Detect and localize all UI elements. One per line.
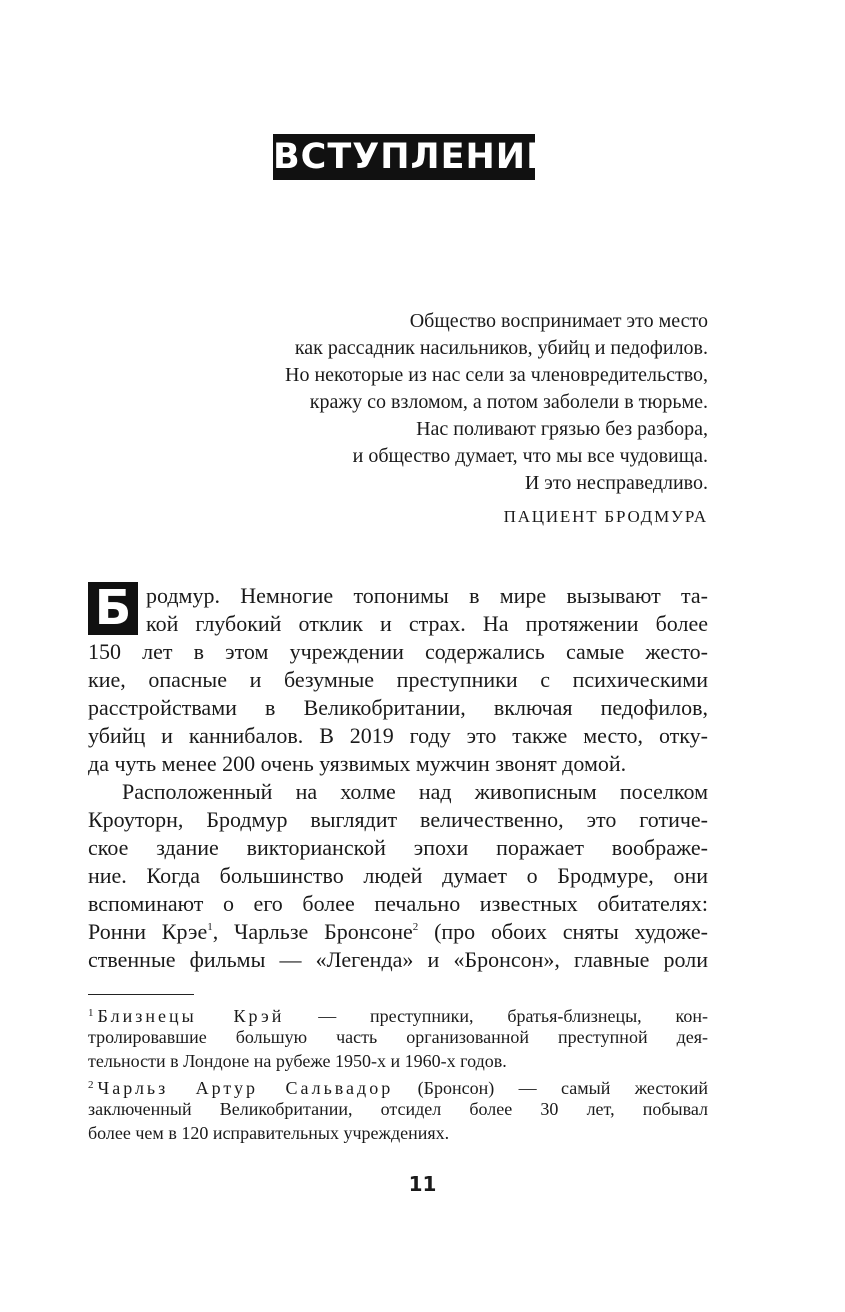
footnote-1-line: тролировавшие большую часть организованной преступной дея- <box>88 1027 708 1047</box>
text-run: — преступники, братья-близнецы, кон- <box>284 1006 708 1026</box>
epigraph-line: Нас поливают грязью без разбора, <box>416 418 708 440</box>
footnote-name: Чарльз Артур Сальвадор <box>97 1078 394 1098</box>
chapter-title: ВСТУПЛЕНИЕ <box>273 134 535 180</box>
paragraph-line: убийц и каннибалов. В 2019 году это также место, отку- <box>88 723 708 748</box>
page-number: 11 <box>408 1172 437 1196</box>
paragraph-line: кой глубокий отклик и страх. На протяжении более <box>146 611 708 636</box>
paragraph-line: Кроуторн, Бродмур выглядит величественно, это готиче- <box>88 807 708 832</box>
footnote-name: Близнецы Крэй <box>97 1006 285 1026</box>
text-run: Ронни Крэе <box>88 919 208 944</box>
footnote-1-line: тельности в Лондоне на рубеже 1950-х и 1960-х годов. <box>88 1051 507 1071</box>
epigraph-line: как рассадник насильников, убийц и педофилов. <box>294 337 708 359</box>
text-run: (про обоих сняты художе- <box>418 919 709 944</box>
footnote-ref-2[interactable]: 2 <box>412 921 419 933</box>
footnote-mark: 1 <box>88 1007 94 1019</box>
footnote-mark: 2 <box>88 1079 94 1091</box>
paragraph-line: да чуть менее 200 очень уязвимых мужчин звонят домой. <box>88 751 627 776</box>
footnote-ref-1[interactable]: 1 <box>207 921 213 933</box>
paragraph-line: ственные фильмы — «Легенда» и «Бронсон», главные роли <box>88 947 708 972</box>
footnote-2-line: заключенный Великобритании, отсидел более 30 лет, побывал <box>88 1099 708 1119</box>
paragraph-line: ние. Когда большинство людей думает о Бродмуре, они <box>88 863 708 888</box>
paragraph-line: 150 лет в этом учреждении содержались самые жесто- <box>88 639 708 664</box>
epigraph-author: ПАЦИЕНТ БРОДМУРА <box>503 507 708 526</box>
paragraph-line: расстройствами в Великобритании, включая педофилов, <box>88 695 708 720</box>
paragraph-line: родмур. Немногие топонимы в мире вызывают та- <box>146 583 708 608</box>
epigraph-line: Но некоторые из нас сели за членовредительство, <box>285 364 708 386</box>
footnote-2-line: более чем в 120 исправительных учреждениях. <box>88 1123 450 1143</box>
text-run: (Бронсон) — самый жестокий <box>393 1078 708 1098</box>
paragraph-line: Расположенный на холме над живописным поселком <box>122 779 708 804</box>
epigraph-line: кражу со взломом, а потом заболели в тюрьме. <box>309 391 708 413</box>
footnote-divider <box>88 994 194 995</box>
paragraph-line <box>88 918 708 946</box>
paragraph-line: кие, опасные и безумные преступники с психическими <box>88 667 708 692</box>
drop-cap: Б <box>88 582 138 635</box>
footnote-1-line <box>88 1001 708 1025</box>
text-run: , Чарльзе Бронсоне <box>212 919 413 944</box>
footnotes <box>88 1001 708 1145</box>
epigraph-line: Общество воспринимает это место <box>409 310 708 332</box>
epigraph-line: И это несправедливо. <box>524 472 708 494</box>
paragraph-line: ское здание викторианской эпохи поражает воображе- <box>88 835 708 860</box>
body-text <box>88 582 708 974</box>
epigraph <box>188 308 708 497</box>
paragraph-line: вспоминают о его более печально известных обитателях: <box>88 891 708 916</box>
epigraph-line: и общество думает, что мы все чудовища. <box>352 445 708 467</box>
footnote-2-line <box>88 1073 708 1097</box>
